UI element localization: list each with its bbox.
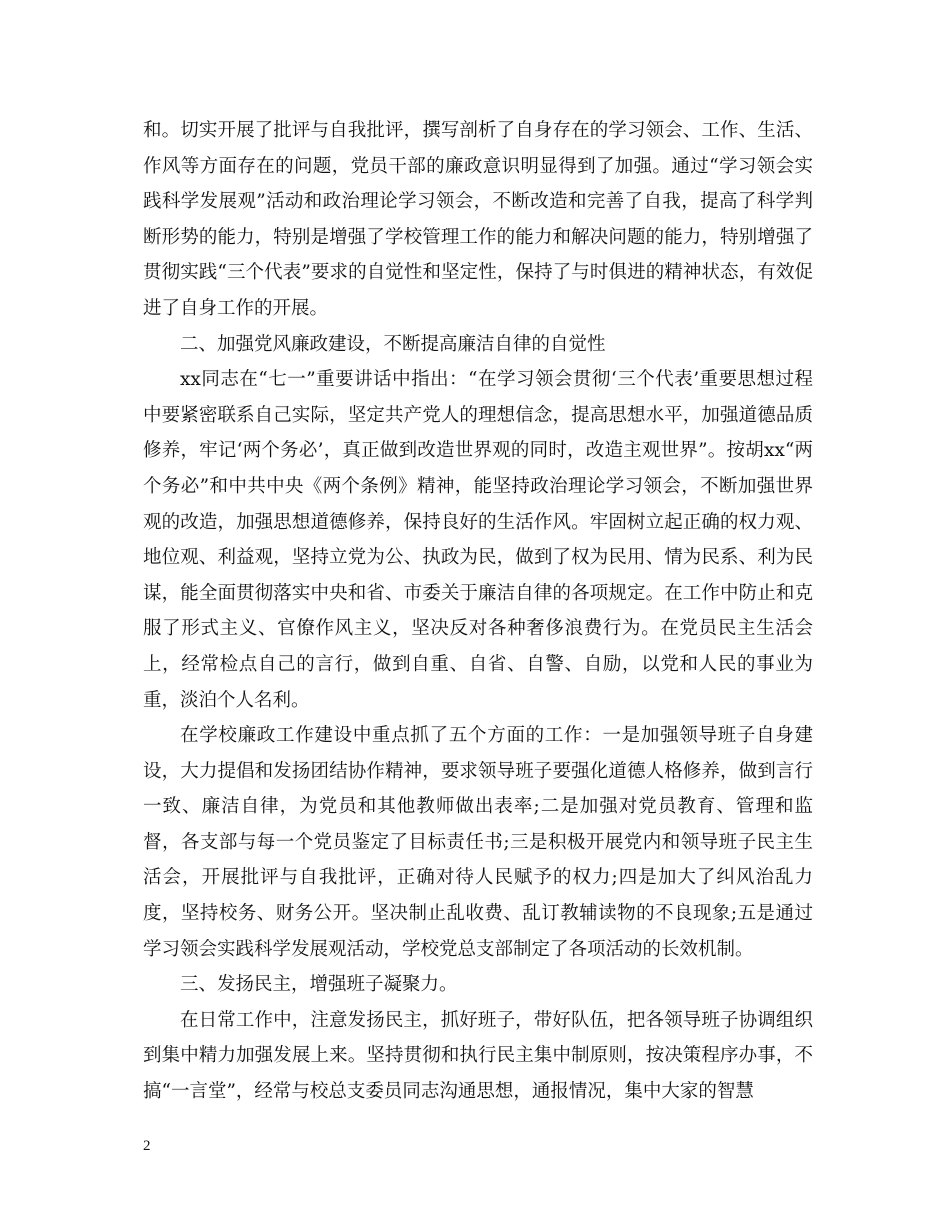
paragraph-3: xx同志在“七一”重要讲话中指出：“在学习领会贯彻‘三个代表’重要思想过程中要紧密联系自己实际，坚定共产党人的理想信念，提高思想水平，加强道德品质修养，牢记‘两个务必’，真正做到改造世界观的同时，改造主观世界”。按胡xx“两个务必”和中共中央《两个条例》精神，能坚持政治理论学习领会，不断加强世界观的改造，加强思想道德修养，保持良好的生活作风。牢固树立起正确的权力观、地位观、利益观，坚持立党为公、执政为民，做到了权为民用、情为民系、利为民谋，能全面贯彻落实中央和省、市委关于廉洁自律的各项规定。在工作中防止和克服了形式主义、官僚作风主义，坚决反对各种奢侈浪费行为。在党员民主生活会上，经常检点自己的言行，做到自重、自省、自警、自励，以党和人民的事业为重，淡泊个人名利。 bbox=[143, 369, 813, 711]
page-number: 2 bbox=[143, 1138, 151, 1154]
paragraph-1: 和。切实开展了批评与自我批评，撰写剖析了自身存在的学习领会、工作、生活、作风等方面存在的问题，党员干部的廉政意识明显得到了加强。通过“学习领会实践科学发展观”活动和政治理论学习领会，不断改造和完善了自我，提高了科学判断形势的能力，特别是增强了学校管理工作的能力和解决问题的能力，特别增强了贯彻实践“三个代表”要求的自觉性和坚定性，保持了与时俱进的精神状态，有效促进了自身工作的开展。 bbox=[143, 120, 813, 319]
paragraph-6: 在日常工作中，注意发扬民主，抓好班子，带好队伍，把各领导班子协调组织到集中精力加强发展上来。坚持贯彻和执行民主集中制原则，按决策程序办事，不搞“一言堂”，经常与校总支委员同志沟通思想，通报情况，集中大家的智慧 bbox=[143, 1009, 813, 1103]
paragraph-4: 在学校廉政工作建设中重点抓了五个方面的工作：一是加强领导班子自身建设，大力提倡和发扬团结协作精神，要求领导班子要强化道德人格修养，做到言行一致、廉洁自律，为党员和其他教师做出表率;二是加强对党员教育、管理和监督，各支部与每一个党员鉴定了目标责任书;三是积极开展党内和领导班子民主生活会，开展批评与自我批评，正确对待人民赋予的权力;四是加大了纠风治乱力度，坚持校务、财务公开。坚决制止乱收费、乱订教辅读物的不良现象;五是通过学习领会实践科学发展观活动，学校党总支部制定了各项活动的长效机制。 bbox=[143, 725, 813, 960]
section-heading-2: 二、加强党风廉政建设，不断提高廉洁自律的自觉性 bbox=[180, 333, 606, 355]
document-body bbox=[143, 113, 813, 1110]
section-heading-3: 三、发扬民主，增强班子凝聚力。 bbox=[180, 974, 458, 996]
